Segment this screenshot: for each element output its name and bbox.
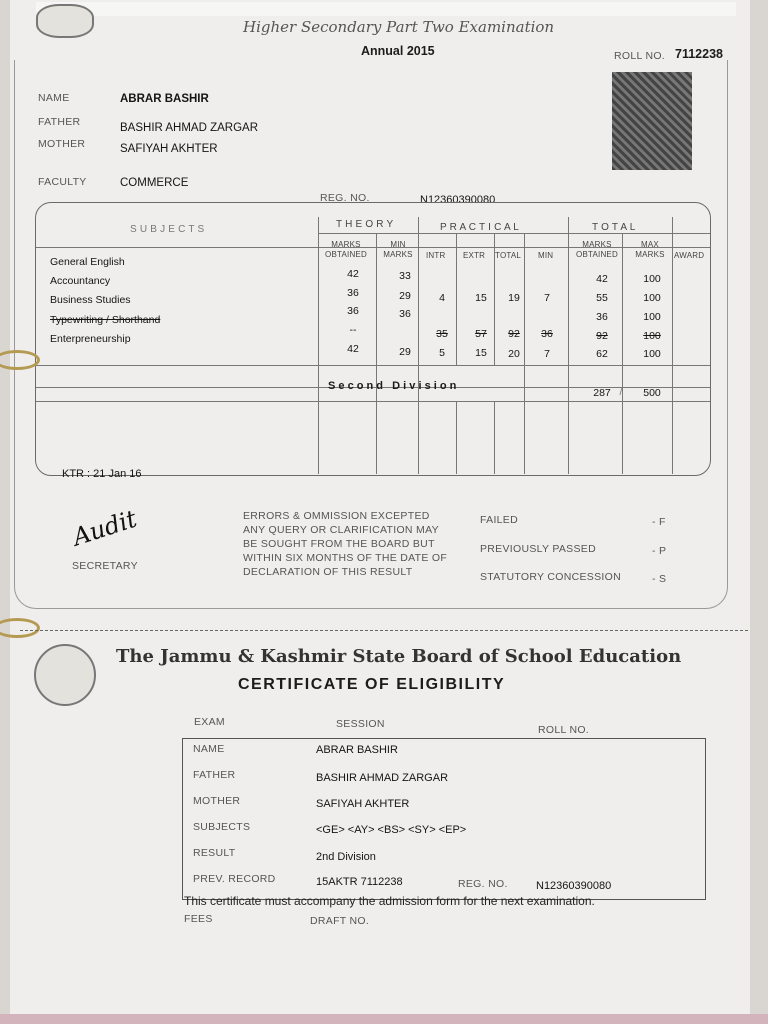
father-name: BASHIR AHMAD ZARGAR [120, 122, 259, 134]
secretary-signature: Audit [69, 504, 141, 552]
cert-father-label: FATHER [193, 769, 236, 781]
row-5-intr: 5 [439, 347, 445, 359]
subject-2: Accountancy [50, 275, 111, 287]
row-5-th-obt: 42 [347, 343, 359, 355]
legend-concession-code: - S [652, 573, 667, 585]
draft-no-label: DRAFT NO. [310, 915, 370, 927]
cert-reg-label: REG. NO. [458, 878, 508, 890]
row-3-max: 100 [643, 311, 661, 323]
faculty-label: FACULTY [38, 176, 87, 188]
subject-3: Business Studies [50, 294, 131, 306]
cert-mother: SAFIYAH AKHTER [316, 798, 410, 810]
mother-label: MOTHER [38, 138, 86, 150]
award-header: AWARD [674, 251, 705, 260]
row-1-obtained: 42 [596, 273, 608, 285]
row-4-pr-total: 92 [508, 328, 520, 340]
row-4-max: 100 [643, 330, 661, 342]
board-seal [34, 644, 96, 706]
disclaimer-3: BE SOUGHT FROM THE BOARD BUT [243, 538, 435, 550]
disclaimer-4: WITHIN SIX MONTHS OF THE DATE OF [243, 552, 448, 564]
pr-min-header: MIN [538, 251, 554, 260]
legend-failed-code: - F [652, 516, 666, 528]
name-label: NAME [38, 92, 70, 104]
cert-reg-no: N12360390080 [536, 880, 612, 892]
certificate-note: This certificate must accompany the admission form for the next examination. [184, 894, 595, 908]
row-4-pr-min: 36 [541, 328, 553, 340]
legend-failed: FAILED [480, 514, 518, 526]
certificate-title: CERTIFICATE OF ELIGIBILITY [238, 676, 506, 693]
board-logo-top [36, 4, 94, 38]
ktr-date: KTR : 21 Jan 16 [62, 468, 142, 480]
intr-header: INTR [426, 251, 446, 260]
cert-prev: 15AKTR 7112238 [316, 876, 403, 888]
exam-label: EXAM [194, 716, 225, 728]
row-2-obtained: 55 [596, 292, 608, 304]
disclaimer-2: ANY QUERY OR CLARIFICATION MAY [243, 524, 439, 536]
row-3-th-min: 36 [399, 308, 411, 320]
reg-no-label: REG. NO. [320, 192, 370, 204]
fees-label: FEES [184, 913, 213, 925]
reg-no: N12360390080 [420, 194, 496, 206]
extr-header: EXTR [463, 251, 486, 260]
theory-header: T H E O R Y [336, 219, 394, 230]
page-edge [36, 2, 736, 16]
disclaimer-1: ERRORS & OMMISSION EXCEPTED [243, 510, 430, 522]
row-5-th-min: 29 [399, 346, 411, 358]
cert-result-label: RESULT [193, 847, 236, 859]
cert-result: 2nd Division [316, 851, 376, 863]
cert-subjects: <GE> <AY> <BS> <SY> <EP> [316, 824, 467, 836]
row-5-extr: 15 [475, 347, 487, 359]
row-4-th-obt: -- [349, 324, 357, 336]
row-5-max: 100 [643, 348, 661, 360]
max-marks-header: MAX MARKS [635, 240, 665, 259]
row-3-obtained: 36 [596, 311, 608, 323]
board-name: The Jammu & Kashmir State Board of School Education [116, 646, 682, 667]
row-2-extr: 15 [475, 292, 487, 304]
perforation-line [20, 630, 748, 631]
page-bottom-edge [0, 1014, 768, 1024]
roll-no-label: ROLL NO. [614, 50, 666, 62]
row-3-th-obt: 36 [347, 305, 359, 317]
row-4-intr: 35 [436, 328, 448, 340]
cert-roll-label: ROLL NO. [538, 724, 590, 736]
exam-title: Higher Secondary Part Two Examination [243, 18, 555, 36]
th-obtained-header: MARKS OBTAINED [325, 240, 367, 259]
cert-name: ABRAR BASHIR [316, 744, 398, 756]
practical-header: P R A C T I C A L [440, 222, 520, 233]
subject-4: Typewriting / Shorthand [50, 314, 161, 326]
th-min-header: MIN MARKS [383, 240, 413, 259]
row-2-max: 100 [643, 292, 661, 304]
grand-total: 287 [593, 387, 611, 399]
row-1-th-min: 33 [399, 270, 411, 282]
row-4-obtained: 92 [596, 330, 608, 342]
cert-prev-label: PREV. RECORD [193, 873, 276, 885]
division-result: S e c o n d D i v i s i o n [328, 380, 457, 392]
student-name: ABRAR BASHIR [120, 93, 209, 105]
session: Annual 2015 [361, 44, 435, 58]
subject-5: Enterpreneurship [50, 333, 131, 345]
row-5-pr-total: 20 [508, 348, 520, 360]
pr-total-header: TOTAL [495, 251, 522, 260]
disclaimer-5: DECLARATION OF THIS RESULT [243, 566, 413, 578]
legend-passed: PREVIOUSLY PASSED [480, 543, 596, 555]
cert-mother-label: MOTHER [193, 795, 241, 807]
row-2-th-min: 29 [399, 290, 411, 302]
legend-passed-code: - P [652, 545, 667, 557]
cert-subjects-label: SUBJECTS [193, 821, 251, 833]
row-5-pr-min: 7 [544, 348, 550, 360]
legend-concession: STATUTORY CONCESSION [480, 571, 621, 583]
subject-1: General English [50, 256, 125, 268]
session-label: SESSION [336, 718, 385, 730]
mother-name: SAFIYAH AKHTER [120, 143, 218, 155]
row-5-obtained: 62 [596, 348, 608, 360]
row-1-th-obt: 42 [347, 268, 359, 280]
cert-father: BASHIR AHMAD ZARGAR [316, 772, 449, 784]
roll-no: 7112238 [675, 47, 723, 61]
row-2-intr: 4 [439, 292, 445, 304]
grand-max: 500 [643, 387, 661, 399]
row-2-pr-min: 7 [544, 292, 550, 304]
total-header: T O T A L [592, 222, 636, 233]
faculty: COMMERCE [120, 177, 189, 189]
grand-separator: / [619, 386, 623, 398]
marksheet-border [14, 60, 728, 609]
father-label: FATHER [38, 116, 81, 128]
row-2-th-obt: 36 [347, 287, 359, 299]
row-2-pr-total: 19 [508, 292, 520, 304]
row-4-extr: 57 [475, 328, 487, 340]
subjects-header: S U B J E C T S [130, 224, 205, 235]
secretary-label: SECRETARY [72, 560, 138, 572]
cert-name-label: NAME [193, 743, 225, 755]
tot-obtained-header: MARKS OBTAINED [576, 240, 618, 259]
row-1-max: 100 [643, 273, 661, 285]
